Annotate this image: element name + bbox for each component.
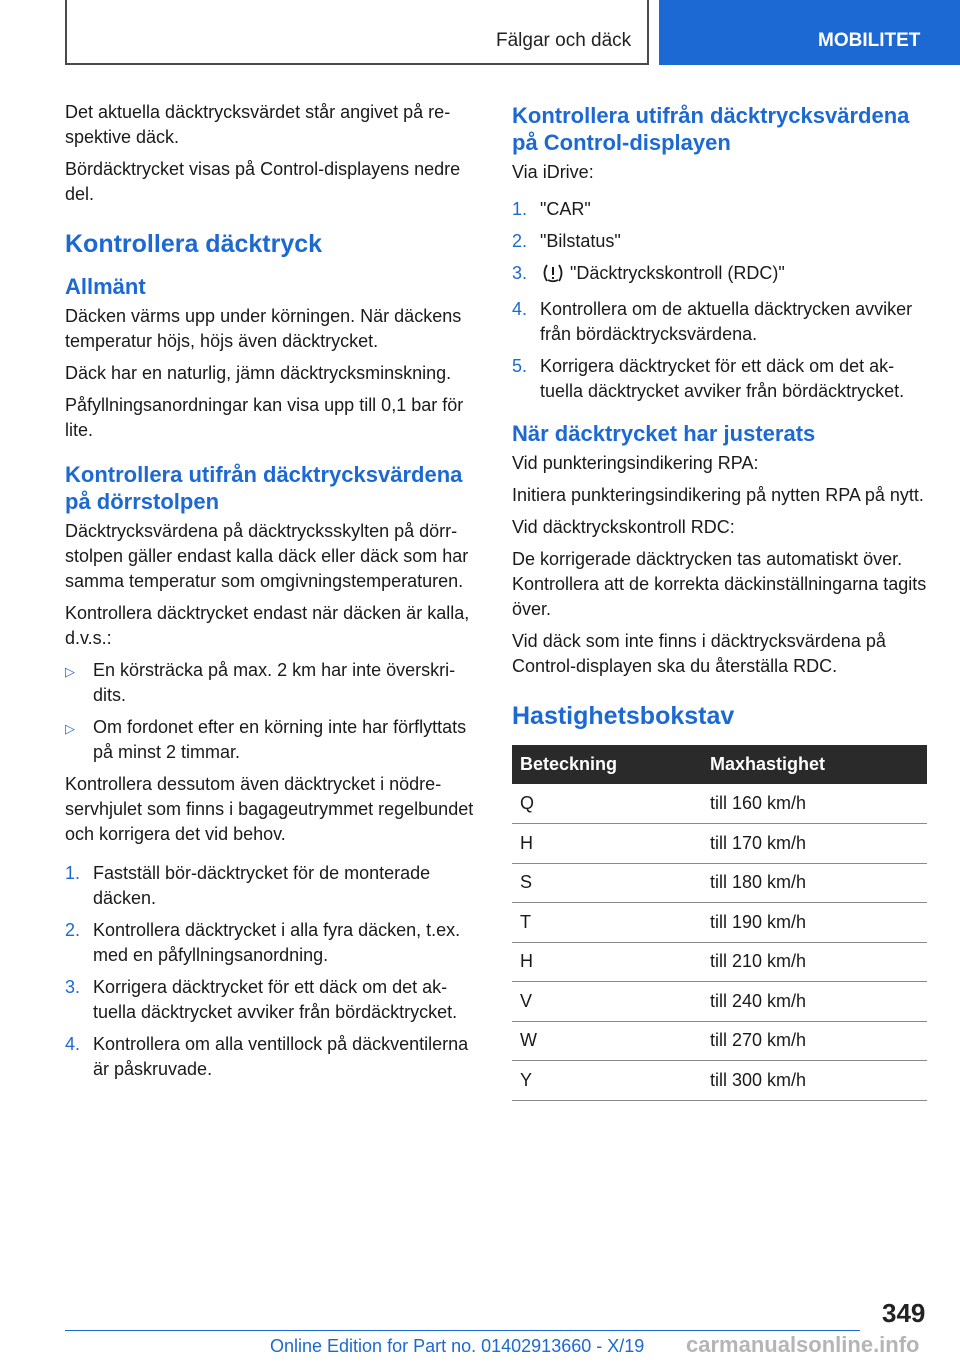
paragraph: Påfyllningsanordningar kan visa upp till 0,1 bar för lite. [65,395,464,440]
table-row [512,942,927,982]
paragraph: Vid däcktryckskontroll RDC: [512,517,735,537]
step-number: 4. [65,1034,81,1054]
step-text: "Däcktryckskontroll (RDC)" [570,263,785,283]
step-number: 5. [512,356,528,376]
step-number: 1. [512,199,528,219]
table-row [512,1021,927,1061]
heading-allmant: Allmänt [65,274,146,299]
column-header: Maxhastighet [702,745,927,784]
step-text: Korrigera däcktrycket för ett däck om det aktuella däcktrycket avviker från bördäcktrycket. [540,356,905,401]
footer-divider [65,1330,860,1331]
bullet-triangle-icon: ▷ [65,664,75,679]
step-text: Fastställ bör-däcktrycket för de monterade däcken. [93,863,431,908]
step-item [512,261,927,290]
bullet-triangle-icon: ▷ [65,721,75,736]
paragraph: Däck har en naturlig, jämn däcktrycksminskning. [65,363,452,383]
paragraph: De korrigerade däcktrycken tas automatiskt över. Kontrollera att de korrekta däckinställningarna tagits över. [512,549,927,619]
chapter-tab[interactable]: MOBILITET [659,0,960,65]
paragraph: Däcken värms upp under körningen. När däckens temperatur höjs, höjs även däcktrycket. [65,306,462,351]
step-number: 3. [65,977,81,997]
heading-kontrollera-dacktryck: Kontrollera däcktryck [65,230,323,258]
step-item [512,297,927,347]
table-cell: till 180 km/h [702,863,927,903]
table-cell: Q [512,784,702,824]
step-number: 1. [65,863,81,883]
tire-pressure-warning-icon [540,263,566,290]
table-cell: S [512,863,702,903]
step-number: 2. [512,231,528,251]
table-header-row [512,745,927,784]
page-number: 349 [882,1298,926,1328]
intro-paragraph: Det aktuella däcktrycksvärdet står angivet på respektive däck. [65,102,451,147]
table-row [512,784,927,824]
paragraph: Initiera punkteringsindikering på nytten RPA på nytt. [512,485,924,505]
table-cell: W [512,1021,702,1061]
watermark-site: carmanualsonline.info [686,1332,920,1357]
table-cell: T [512,903,702,943]
step-text: Kontrollera om alla ventillock på däckventilerna är påskruvade. [93,1034,469,1079]
table-cell: till 300 km/h [702,1061,927,1101]
paragraph: Vid däck som inte finns i däcktrycksvärdena på Control-displayen ska du återställa RDC. [512,631,886,676]
column-header: Beteckning [512,745,702,784]
step-item [65,918,480,968]
heading-dorrstolpen: Kontrollera utifrån däcktrycksvärdena på dörrstolpen [65,462,463,514]
step-number: 3. [512,263,528,283]
list-item-text: En körsträcka på max. 2 km har inte överskridits. [93,660,456,705]
right-column [512,100,927,1101]
section-title: Fälgar och däck [496,30,632,51]
table-row [512,1061,927,1101]
step-number: 4. [512,299,528,319]
table-cell: till 190 km/h [702,903,927,943]
step-item [512,354,927,404]
list-item [65,658,480,708]
step-item [512,229,927,254]
step-text: Kontrollera om de aktuella däcktrycken avviker från bördäcktrycksvärdena. [540,299,913,344]
paragraph: Kontrollera däcktrycket endast när däcken är kalla, d.v.s.: [65,603,470,648]
table-cell: V [512,982,702,1022]
step-text: "CAR" [540,199,591,219]
intro-paragraph: Bördäcktrycket visas på Control-displayens nedre del. [65,159,461,204]
list-item [65,715,480,765]
table-cell: till 240 km/h [702,982,927,1022]
table-cell: till 160 km/h [702,784,927,824]
paragraph: Vid punkteringsindikering RPA: [512,453,759,473]
table-cell: Y [512,1061,702,1101]
step-item [512,197,927,222]
table-cell: till 270 km/h [702,1021,927,1061]
table-cell: H [512,824,702,864]
paragraph: Via iDrive: [512,162,594,182]
table-cell: till 210 km/h [702,942,927,982]
heading-hastighetsbokstav: Hastighetsbokstav [512,702,735,730]
table-cell: H [512,942,702,982]
paragraph: Däcktrycksvärdena på däcktrycksskylten på dörrstolpen gäller endast kalla däck eller däck som har samma temperatur som omgivningstemperaturen. [65,521,469,591]
step-text: "Bilstatus" [540,231,621,251]
step-item [65,861,480,911]
paragraph: Kontrollera dessutom även däcktrycket i nödreservhjulet som finns i bagageutrymmet regelbundet och korrigera det vid behov. [65,774,474,844]
table-row [512,824,927,864]
table-row [512,903,927,943]
table-row [512,863,927,903]
table-cell: till 170 km/h [702,824,927,864]
speed-rating-table [512,745,927,1101]
left-column [65,100,480,1089]
footer-edition: Online Edition for Part no. 01402913660 - X/19 [270,1336,645,1356]
step-text: Korrigera däcktrycket för ett däck om det aktuella däcktrycket avviker från bördäcktrycket. [93,977,458,1022]
list-item-text: Om fordonet efter en körning inte har förflyttats på minst 2 timmar. [93,717,467,762]
step-text: Kontrollera däcktrycket i alla fyra däcken, t.ex. med en påfyllningsanordning. [93,920,461,965]
heading-control-displayen: Kontrollera utifrån däcktrycksvärdena på Control-displayen [512,103,910,155]
table-row [512,982,927,1022]
step-item [65,975,480,1025]
step-item [65,1032,480,1082]
heading-justerats: När däcktrycket har justerats [512,421,816,446]
step-number: 2. [65,920,81,940]
